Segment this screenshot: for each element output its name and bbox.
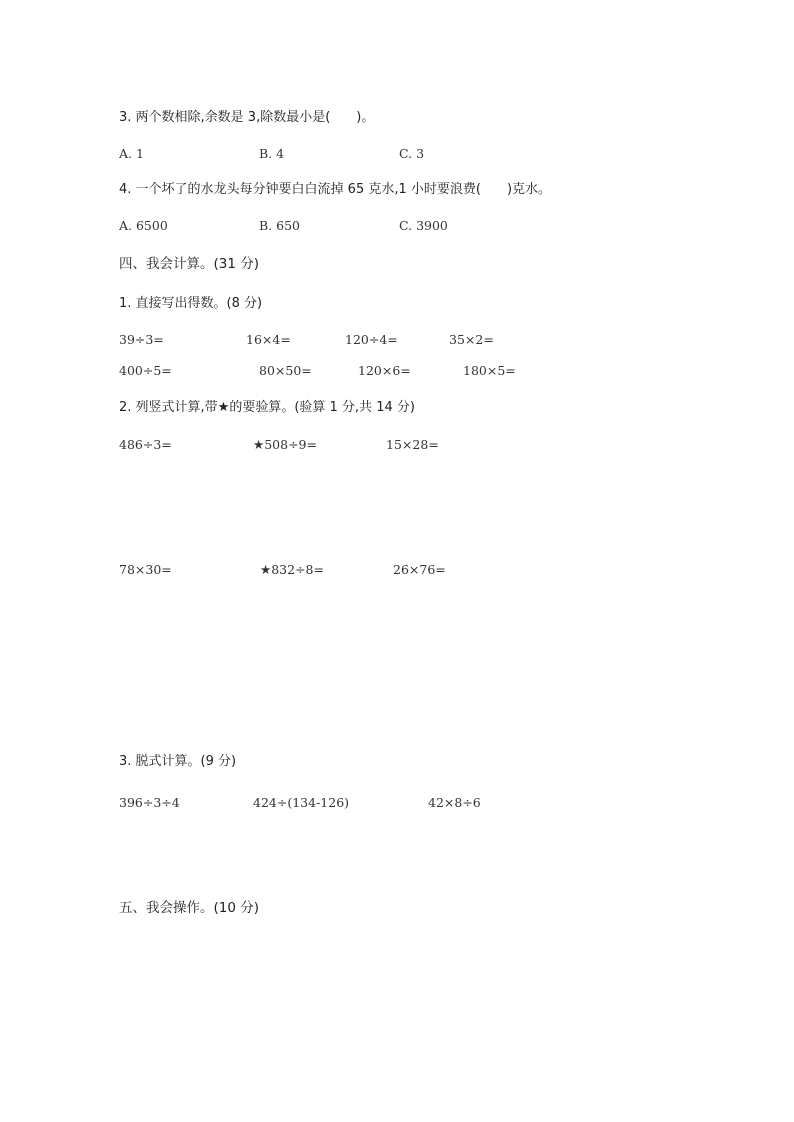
part-3-title: 3. 脱式计算。(9 分): [119, 754, 237, 769]
vertical-calc-item-starred: ★508÷9=: [253, 437, 317, 452]
step-calc-item: 396÷3÷4: [119, 795, 180, 810]
vertical-calc-item-starred: ★832÷8=: [260, 562, 324, 577]
oral-calc-item: 35×2=: [449, 332, 494, 347]
step-calc-item: 424÷(134-126): [253, 795, 350, 810]
q3-option-c: C. 3: [399, 146, 425, 161]
vertical-calc-item: 78×30=: [119, 562, 172, 577]
q4-option-c: C. 3900: [399, 218, 448, 233]
question-4-stem: 4. 一个坏了的水龙头每分钟要白白流掉 65 克水,1 小时要浪费( )克水。: [119, 182, 552, 197]
oral-calc-item: 120×6=: [358, 363, 411, 378]
part-2-title: 2. 列竖式计算,带★的要验算。(验算 1 分,共 14 分): [119, 400, 415, 415]
section-5-title: 五、我会操作。(10 分): [119, 900, 260, 916]
vertical-calc-item: 26×76=: [393, 562, 446, 577]
q4-option-b: B. 650: [259, 218, 300, 233]
oral-calc-item: 120÷4=: [345, 332, 398, 347]
oral-calc-item: 80×50=: [259, 363, 312, 378]
part-1-title: 1. 直接写出得数。(8 分): [119, 296, 263, 311]
vertical-calc-item: 486÷3=: [119, 437, 172, 452]
question-3-stem: 3. 两个数相除,余数是 3,除数最小是( )。: [119, 110, 375, 125]
step-calc-item: 42×8÷6: [428, 795, 481, 810]
oral-calc-item: 180×5=: [463, 363, 516, 378]
oral-calc-item: 16×4=: [246, 332, 291, 347]
q3-option-a: A. 1: [119, 146, 144, 161]
q3-option-b: B. 4: [259, 146, 285, 161]
q4-option-a: A. 6500: [119, 218, 168, 233]
section-4-title: 四、我会计算。(31 分): [119, 256, 260, 272]
oral-calc-item: 400÷5=: [119, 363, 172, 378]
oral-calc-item: 39÷3=: [119, 332, 164, 347]
vertical-calc-item: 15×28=: [386, 437, 439, 452]
